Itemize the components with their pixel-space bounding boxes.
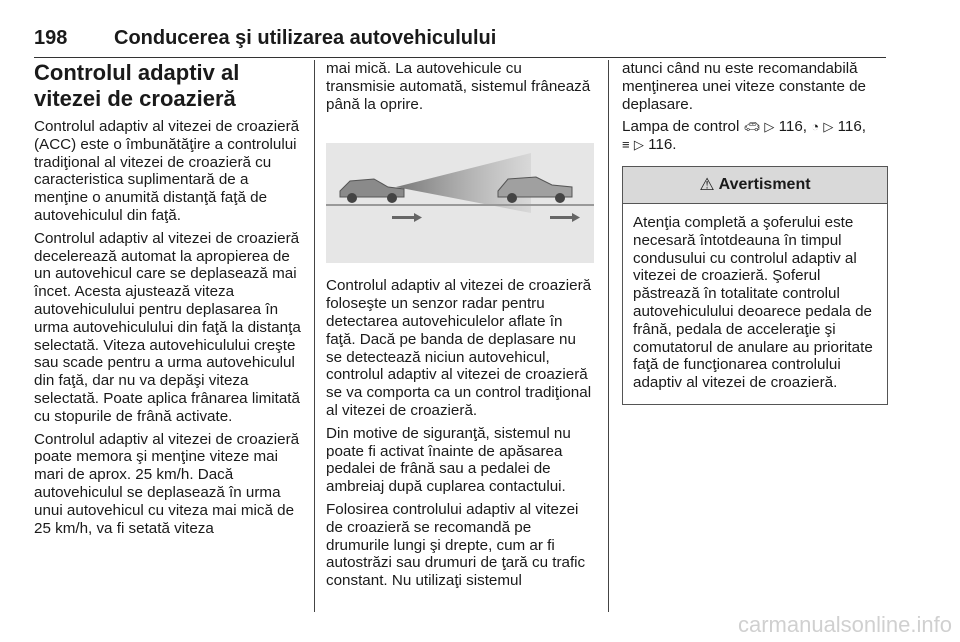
warning-header (623, 167, 887, 204)
distance-icon: ≡ (622, 137, 630, 153)
chapter-title: Conducerea şi utilizarea autovehiculului (114, 27, 497, 49)
warning-box (622, 166, 888, 405)
lamp-prefix: Lampa de control (622, 118, 740, 136)
page-reference: 116. (648, 136, 677, 154)
road-background (326, 143, 594, 263)
column-divider (608, 60, 609, 612)
acc-radar-illustration (326, 143, 594, 263)
car-icon: 🚗︎ (743, 119, 761, 135)
warning-text: Atenţia completă a şoferului este necesară întotdeauna în timpul condusului cu controlul adaptiv al vitezei de croazieră. Şoferul păstrează în totalitate controlul autovehiculului deoarece pedala de frână, pedala de acceleraţie şi comutatorul de anulare au prioritate faţă de funcţionarea controlului adaptiv al vitezei de croazieră. (633, 213, 873, 392)
reference-arrow-icon: ▷ (633, 137, 644, 153)
paragraph: atunci când nu este recomandabilă menţinerea unei viteze constante de deplasare. (622, 60, 867, 113)
page-header (34, 10, 886, 50)
column-1 (34, 60, 302, 542)
page-reference: 116, (778, 118, 808, 136)
paragraph: Controlul adaptiv al vitezei de croazieră foloseşte un senzor radar pentru detectarea autovehiculelor aflate în faţă. Dacă pe banda de deplasare nu se detectează niciun autovehicul, controlul adaptiv al vitezei de croazieră se va comporta ca un control tradiţional al vitezei de croazieră. (326, 277, 592, 419)
warning-title: Avertisment (718, 176, 811, 194)
page-reference: 116, (837, 118, 867, 136)
paragraph: Folosirea controlului adaptiv al vitezei de croazieră se recomandă pe drumurile lungi şi drepte, cum ar fi autostrăzi sau drumuri de ţară cu trafic constant. Nu utilizaţi sistemul (326, 500, 586, 590)
paragraph: Controlul adaptiv al vitezei de croazieră (ACC) este o îmbunătăţire a controlului tradiţional al vitezei de croazieră cu caracteristica suplimentară de a menţine o anumită distanţă faţă de autovehiculul din faţă. (34, 118, 300, 224)
page-number: 198 (34, 27, 68, 49)
control-lamp-reference (622, 118, 888, 154)
column-3 (622, 60, 888, 405)
reference-arrow-icon: ▷ (764, 119, 775, 135)
paragraph: Din motive de siguranţă, sistemul nu poate fi activat înainte de apăsarea pedalei de frână sau a pedalei de ambreiaj după cuplarea contactului. (326, 424, 571, 496)
paragraph: Controlul adaptiv al vitezei de croazieră decelerează automat la apropierea de un autovehicul care se deplasează mai încet. Acesta ajustează viteza autovehiculului pentru deplasarea în urma autovehiculului din faţă la distanţa selectată. Viteza autovehiculului creşte sau scade pentru a urma autovehiculul din faţă, dar nu va depăşi viteza selectată. Poate aplica frânarea limitată cu stopurile de frână activate. (34, 229, 301, 425)
cruise-control-icon: ◔ (811, 119, 820, 135)
paragraph: mai mică. La autovehicule cu transmisie automată, sistemul frânează până la oprire. (326, 60, 591, 113)
watermark: carmanualsonline.info (737, 612, 952, 637)
paragraph: Controlul adaptiv al vitezei de croazieră poate memora şi menţine viteze mai mari de aprox. 25 km/h. Dacă autovehiculul se deplasează în urma unui autovehicul cu viteza mai mică de 25 km/h, va fi setată viteza (34, 430, 300, 537)
warning-triangle-icon: ⚠︎ (699, 175, 715, 195)
section-title: Controlul adaptiv al vitezei de croazieră (34, 60, 240, 111)
acc-illustration-svg (326, 143, 594, 263)
header-divider (34, 57, 886, 58)
reference-arrow-icon: ▷ (823, 119, 834, 135)
column-2 (326, 60, 594, 595)
column-divider (314, 60, 315, 612)
